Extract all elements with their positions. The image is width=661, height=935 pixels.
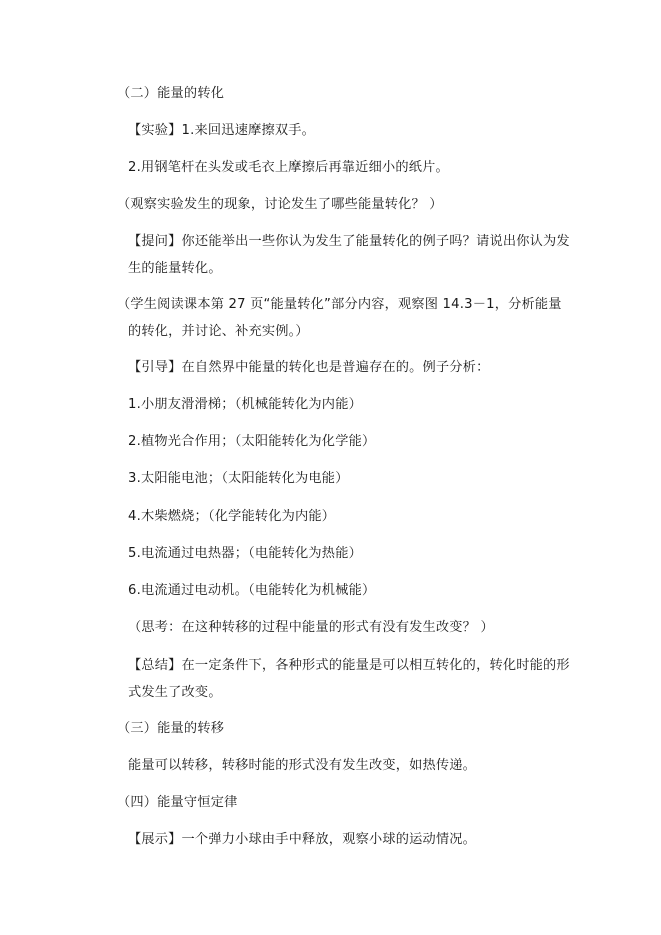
question-paragraph-line-2: 生的能量转化。 [128,261,222,276]
example-item-4: 4.木柴燃烧；（化学能转化为内能） [128,509,336,524]
example-item-2: 2.植物光合作用；（太阳能转化为化学能） [128,434,376,449]
example-item-1: 1.小朋友滑滑梯；（机械能转化为内能） [128,397,362,412]
observation-note: （观察实验发生的现象，讨论发生了哪些能量转化？ ） [117,197,443,212]
experiment-step-1: 【实验】1.来回迅速摩擦双手。 [128,123,316,138]
reading-paragraph-line-2: 的转化，并讨论、补充实例。） [128,324,309,339]
summary-paragraph-line-1: 【总结】在一定条件下，各种形式的能量是可以相互转化的，转化时能的形 [128,658,570,673]
example-item-3: 3.太阳能电池；（太阳能转化为电能） [128,471,349,486]
thinking-question: （思考：在这种转移的过程中能量的形式有没有发生改变？ ） [128,620,494,635]
section-heading-energy-conversion: （二）能量的转化 [117,86,225,101]
demonstration-paragraph: 【展示】一个弹力小球由手中释放，观察小球的运动情况。 [128,832,477,847]
example-item-6: 6.电流通过电动机。（电能转化为机械能） [128,583,376,598]
section-heading-energy-transfer: （三）能量的转移 [117,721,225,736]
reading-paragraph-line-1: （学生阅读课本第 27 页“能量转化”部分内容，观察图 14.3－1，分析能量 [117,297,562,312]
example-item-5: 5.电流通过电热器；（电能转化为热能） [128,546,362,561]
question-paragraph-line-1: 【提问】你还能举出一些你认为发生了能量转化的例子吗？请说出你认为发 [128,234,570,249]
energy-transfer-paragraph: 能量可以转移，转移时能的形式没有发生改变，如热传递。 [128,758,477,773]
guide-paragraph: 【引导】在自然界中能量的转化也是普遍存在的。例子分析： [128,360,490,375]
section-heading-energy-conservation: （四）能量守恒定律 [117,795,238,810]
summary-paragraph-line-2: 式发生了改变。 [128,685,222,700]
experiment-step-2: 2.用钢笔杆在头发或毛衣上摩擦后再靠近细小的纸片。 [128,160,449,175]
